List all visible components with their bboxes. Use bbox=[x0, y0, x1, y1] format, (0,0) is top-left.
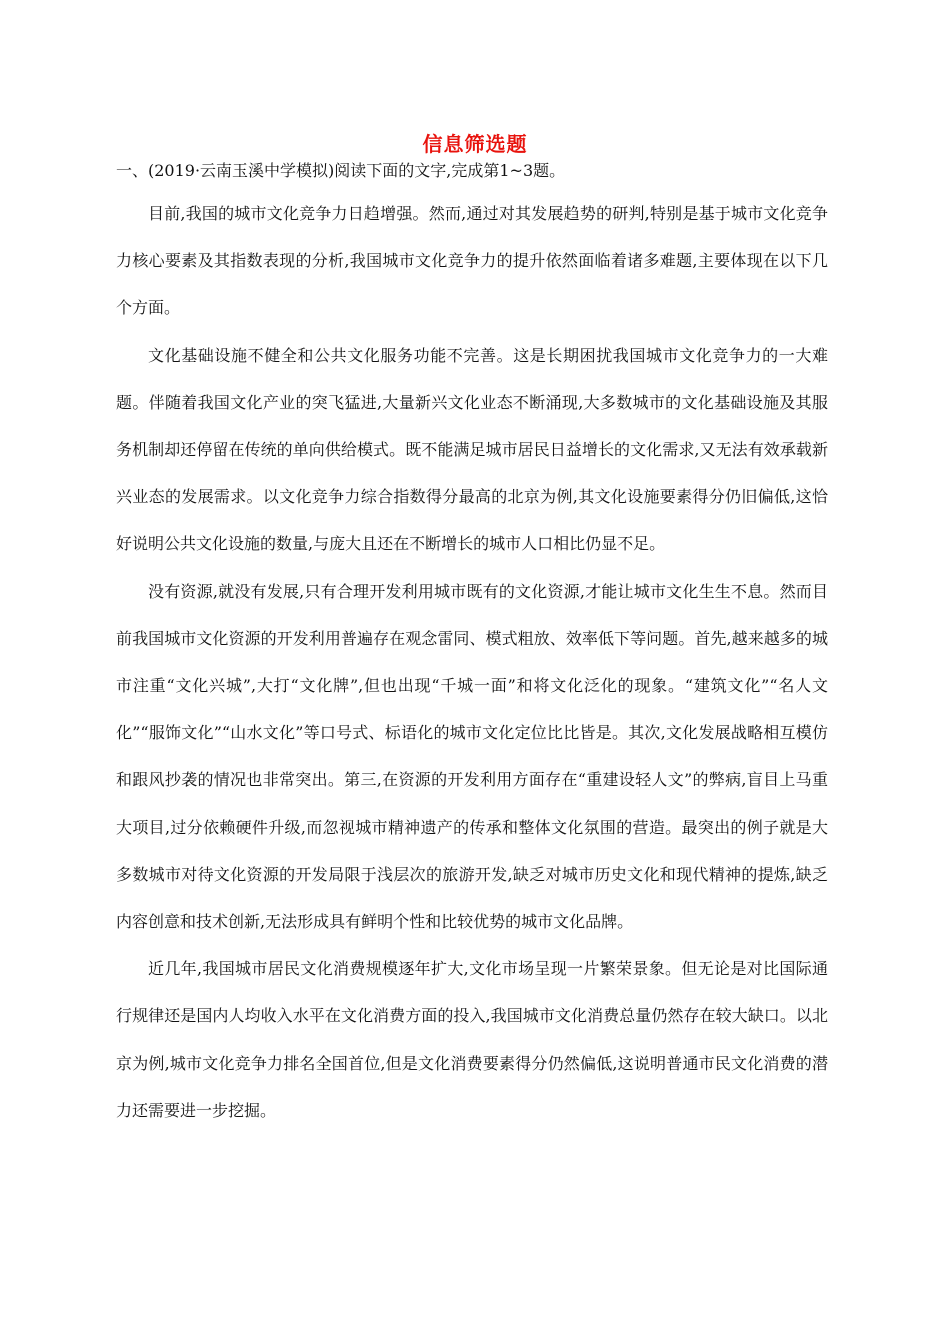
document-title: 信息筛选题 bbox=[422, 132, 528, 156]
question-heading: 一、(2019·云南玉溪中学模拟)阅读下面的文字,完成第1~3题。 bbox=[116, 161, 566, 180]
passage-body bbox=[116, 190, 828, 1134]
passage-paragraph-1: 目前,我国的城市文化竞争力日趋增强。然而,通过对其发展趋势的研判,特别是基于城市文化竞争力核心要素及其指数表现的分析,我国城市文化竞争力的提升依然面临着诸多难题,主要体现在以下几个方面。 bbox=[116, 204, 828, 318]
passage-paragraph-3: 没有资源,就没有发展,只有合理开发利用城市既有的文化资源,才能让城市文化生生不息。然而目前我国城市文化资源的开发利用普遍存在观念雷同、模式粗放、效率低下等问题。首先,越来越多的城市注重“文化兴城”,大打“文化牌”,但也出现“千城一面”和将文化泛化的现象。“建筑文化”“名人文化”“服饰文化”“山水文化”等口号式、标语化的城市文化定位比比皆是。其次,文化发展战略相互模仿和跟风抄袭的情况也非常突出。第三,在资源的开发利用方面存在“重建设轻人文”的弊病,盲目上马重大项目,过分依赖硬件升级,而忽视城市精神遗产的传承和整体文化氛围的营造。最突出的例子就是大多数城市对待文化资源的开发局限于浅层次的旅游开发,缺乏对城市历史文化和现代精神的提炼,缺乏内容创意和技术创新,无法形成具有鲜明个性和比较优势的城市文化品牌。 bbox=[116, 581, 828, 932]
passage-paragraph-4: 近几年,我国城市居民文化消费规模逐年扩大,文化市场呈现一片繁荣景象。但无论是对比国际通行规律还是国内人均收入水平在文化消费方面的投入,我国城市文化消费总量仍然存在较大缺口。以北京为例,城市文化竞争力排名全国首位,但是文化消费要素得分仍然偏低,这说明普通市民文化消费的潜力还需要进一步挖掘。 bbox=[116, 959, 828, 1120]
passage-paragraph-2: 文化基础设施不健全和公共文化服务功能不完善。这是长期困扰我国城市文化竞争力的一大难题。伴随着我国文化产业的突飞猛进,大量新兴文化业态不断涌现,大多数城市的文化基础设施及其服务机制却还停留在传统的单向供给模式。既不能满足城市居民日益增长的文化需求,又无法有效承载新兴业态的发展需求。以文化竞争力综合指数得分最高的北京为例,其文化设施要素得分仍旧偏低,这恰好说明公共文化设施的数量,与庞大且还在不断增长的城市人口相比仍显不足。 bbox=[116, 345, 828, 554]
